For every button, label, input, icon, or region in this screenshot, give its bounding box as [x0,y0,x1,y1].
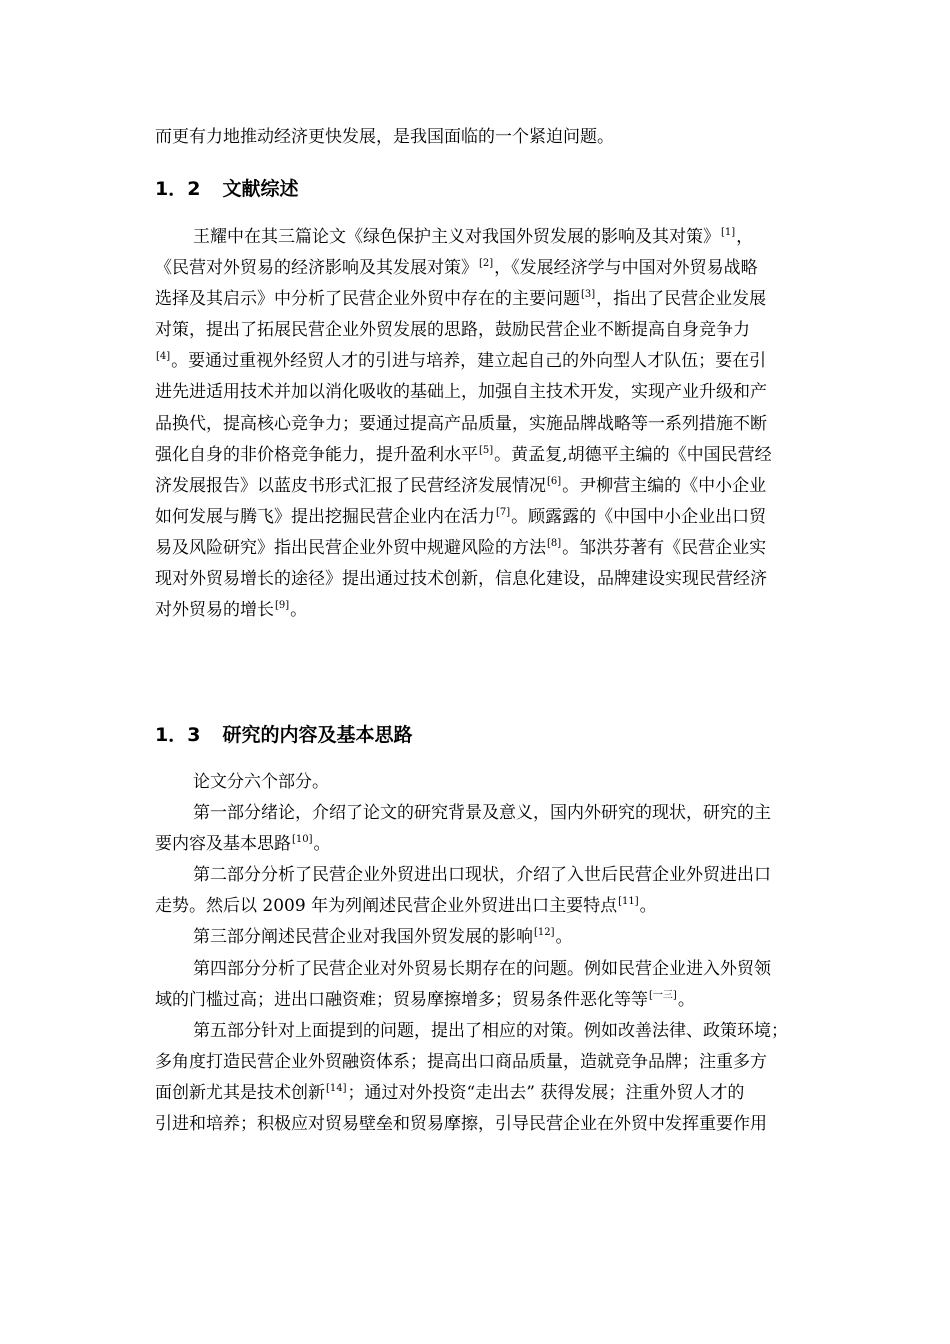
section-number: 1．3 [155,724,201,746]
text-line: 而更有力地推动经济更快发展，是我国面临的一个紧迫问题。 [155,127,614,147]
literature-review-paragraph [155,222,855,626]
text-line: 要内容及基本思路[10]。 [155,834,331,855]
text-line: 易及风险研究》指出民营企业外贸中规避风险的方法[8]。邹洪芬著有《民营企业实 [155,537,767,558]
section-title: 文献综述 [222,178,299,200]
intro-paragraph [155,122,855,153]
citation: [11] [618,896,639,908]
text-line: 第五部分针对上面提到的问题，提出了相应的对策。例如改善法律、政策环境； [193,1020,788,1041]
citation: [1] [721,227,736,238]
text-line: 王耀中在其三篇论文《绿色保护主义对我国外贸发展的影响及其对策》[1]， [193,227,754,247]
research-content-section [155,767,855,1140]
text-line: 进先进适用技术并加以消化吸收的基础上，加强自主技术开发，实现产业升级和产 [155,382,767,403]
citation: [12] [534,927,555,939]
text-line: 第四部分分析了民营企业对外贸易长期存在的问题。例如民营企业进入外贸领 [193,958,771,979]
text-line: [4]。要通过重视外经贸人才的引进与培养，建立起自己的外向型人才队伍；要在引 [156,351,767,372]
citation: [5] [479,444,494,456]
text-line: 选择及其启示》中分析了民营企业外贸中存在的主要问题[3]，指出了民营企业发展 [155,289,767,310]
text-line: 第一部分绪论，介绍了论文的研究背景及意义，国内外研究的现状，研究的主 [193,803,771,824]
text-line: 《民营对外贸易的经济影响及其发展对策》[2]，《发展经济学与中国对外贸易战略 [155,258,758,279]
section-title: 研究的内容及基本思路 [222,724,413,746]
citation: [6] [547,475,562,487]
text-line: 品换代，提高核心竞争力；要通过提高产品质量，实施品牌战略等一系列措施不断 [155,413,767,434]
text-line: 如何发展与腾飞》提出挖掘民营企业内在活力[7]。顾露露的《中国中小企业出口贸 [155,506,767,527]
citation: [4] [156,351,171,363]
text-line: 引进和培养；积极应对贸易壁垒和贸易摩擦，引导民营企业在外贸中发挥重要作用 [155,1114,767,1135]
text-line: 走势。然后以 2009 年为列阐述民营企业外贸进出口主要特点[11]。 [155,896,657,917]
citation: [7] [496,506,511,518]
citation: [9] [275,600,290,612]
citation: [3] [581,289,596,301]
section-number: 1．2 [155,178,201,200]
section-heading-1-3 [155,720,412,747]
text-line: 多角度打造民营企业外贸融资体系；提高出口商品质量，造就竞争品牌；注重多方 [155,1051,767,1072]
text-line: 济发展报告》以蓝皮书形式汇报了民营经济发展情况[6]。尹柳营主编的《中小企业 [155,475,767,496]
text-line: 强化自身的非价格竞争能力，提升盈利水平[5]。黄孟复,胡德平主编的《中国民营经 [155,444,772,465]
text-line: 第二部分分析了民营企业外贸进出口现状，介绍了入世后民营企业外贸进出口 [193,865,771,886]
text-line: 面创新尤其是技术创新[14]；通过对外投资“走出去” 获得发展；注重外贸人才的 [155,1082,745,1103]
text-line: 域的门槛过高；进出口融资难；贸易摩擦增多；贸易条件恶化等等[一三]。 [155,989,695,1010]
text-line: 论文分六个部分。 [193,772,329,792]
citation: [8] [547,537,562,549]
citation: [一三] [649,989,677,1001]
text-line: 对策，提出了拓展民营企业外贸发展的思路，鼓励民营企业不断提高自身竞争力 [155,320,750,341]
text-line: 第三部分阐述民营企业对我国外贸发展的影响[12]。 [193,927,573,948]
section-heading-1-2 [155,174,298,201]
citation: [14] [326,1082,347,1094]
citation: [10] [292,834,313,846]
citation: [2] [479,258,494,270]
text-line: 现对外贸易增长的途径》提出通过技术创新，信息化建设，品牌建设实现民营经济 [155,569,767,590]
text-line: 对外贸易的增长[9]。 [155,600,308,621]
